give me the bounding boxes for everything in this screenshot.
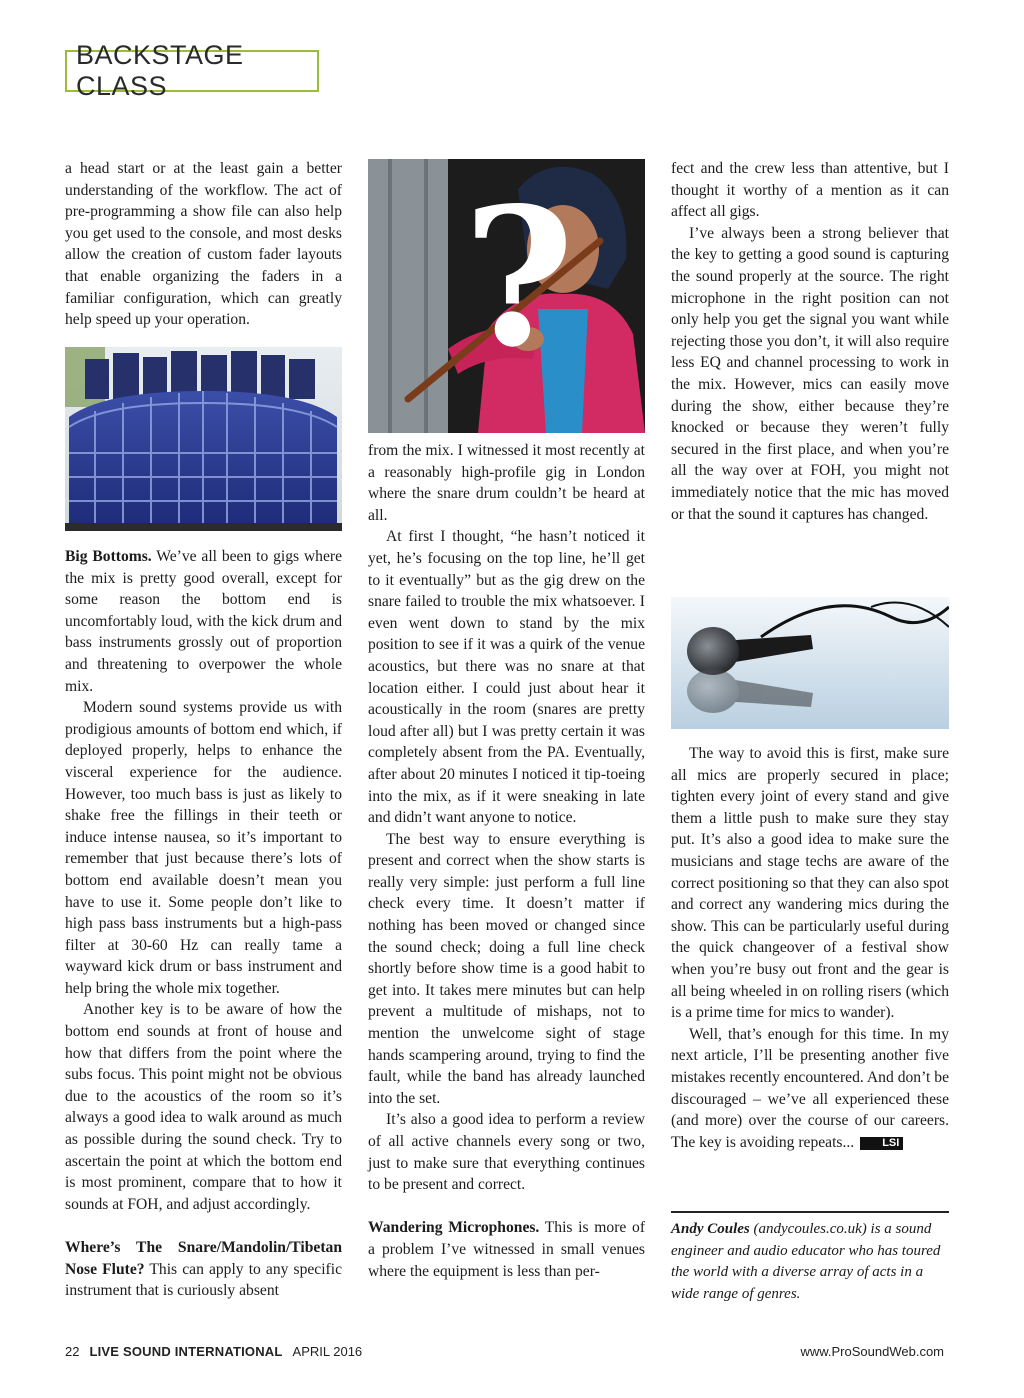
paragraph: fect and the crew less than attentive, but I thought it worthy of a mention as it can affect all gigs. — [671, 160, 949, 221]
microphone-illustration — [671, 597, 949, 729]
subhead-big-bottoms: Big Bottoms. — [65, 548, 152, 565]
footer-website[interactable]: www.ProSoundWeb.com — [800, 1344, 944, 1359]
microphone-photo — [671, 597, 949, 729]
svg-text:?: ? — [463, 166, 575, 389]
column-1-top — [65, 158, 342, 331]
paragraph: This can apply to any specific instrument that is curiously absent — [65, 1260, 343, 1300]
speaker-stack-image — [65, 347, 342, 531]
paragraph: Modern sound systems provide us with prodigious amounts of bottom end which, if deployed properly, helps to enhance the visceral experience for the audience. However, too much bass is just as likely to shake free the fillings in their teeth or induce intense nausea, so it’s important to remember that just because there’s lots of bottom end available doesn’t mean you have to use it. Some people don’t like to high pass bass instruments but a high-pass filter at 30-60 Hz can really tame a wayward kick drum or bass instrument and help bring the whole mix together. — [65, 699, 342, 997]
paragraph: This is more of a problem I’ve witnessed in small venues where the equipment is less than per- — [368, 1219, 646, 1280]
subhead-wandering-mics: Wandering Microphones. — [368, 1219, 540, 1237]
paragraph: from the mix. I witnessed it most recently at a reasonably high-profile gig in London where the snare drum couldn’t be heard at all. — [368, 442, 645, 524]
column-2-body — [368, 440, 645, 1282]
author-bio-text: (andycoules.co.uk) is a sound engineer and audio educator who has toured the world with a diverse array of acts in a wide range of genres. — [671, 1221, 941, 1303]
column-3-body — [671, 743, 949, 1153]
section-header — [65, 40, 319, 101]
nose-flute-illustration — [368, 159, 645, 433]
subhead-snare: Where’s The Snare/Mandolin/Tibetan Nose Flute? — [65, 1239, 342, 1278]
magazine-name: LIVE SOUND INTERNATIONAL — [89, 1344, 283, 1359]
author-bio — [671, 1219, 949, 1306]
footer-left — [65, 1344, 362, 1359]
issue-date: APRIL 2016 — [292, 1344, 363, 1359]
paragraph: a head start or at the least gain a better understanding of the workflow. The act of pre-programming a show file can also help you get used to the console, and most desks allow the creation of custom fader layouts that enable organizing the faders in a familiar configuration, which can greatly help speed up your operation. — [65, 160, 342, 329]
nose-flute-photo — [368, 159, 645, 433]
section-title: BACKSTAGE CLASS — [76, 40, 244, 101]
paragraph: Well, that’s enough for this time. In my next article, I’ll be presenting another five mistakes recently encountered. And don’t be discouraged – we’ve all experienced these (and more) over the course of our careers. The key is avoiding repeats... — [671, 1025, 949, 1151]
speaker-stack-illustration — [65, 347, 342, 531]
paragraph: I’ve always been a strong believer that the key to getting a good sound is capturing the sound properly at the source. The right microphone in the right position can not only help you get the signal you want while rejecting those you don’t, it will also require less EQ and channel processing to work in the mix. However, mics can easily move during the show, either because they’re knocked or because they weren’t fully secured in the first place, and when you’re all the way over at FOH, you might not immediately notice that the mic has moved or that the sound it captures has changed. — [671, 224, 949, 523]
column-3-top — [671, 158, 949, 525]
bio-divider — [671, 1211, 949, 1213]
column-1-body — [65, 546, 342, 1302]
paragraph: It’s also a good idea to perform a review of all active channels every song or two, just to make sure that everything continues to be present and correct. — [368, 1111, 645, 1194]
paragraph: Another key is to be aware of how the bottom end sounds at front of house and how that differs from the point where the subs focus. This point might not be obvious due to the acoustics of the room so it’s always a good idea to walk around as much as possible during the sound check. Try to ascertain the point at which the bottom end is most prominent, compare that to how it sounds at FOH, and adjust accordingly. — [65, 1001, 342, 1213]
paragraph: The best way to ensure everything is present and correct when the show starts is really very simple: just perform a full line check every time. It doesn’t matter if nothing has been moved or changed since the sound check; doing a full line check shortly before show time is a good habit to get into. It takes mere minutes but can help prevent a multitude of mishaps, not to mention the unwelcome sight of stage hands scampering around, trying to find the fault, while the band has already launched into the set. — [368, 830, 645, 1107]
page-number: 22 — [65, 1344, 80, 1359]
paragraph: We’ve all been to gigs where the mix is pretty good overall, except for some reason the bottom end is uncomfortably loud, with the kick drum and bass instruments grossly out of proportion and threatening to overpower the whole mix. — [65, 548, 343, 695]
end-mark-badge: LSI — [860, 1137, 903, 1150]
paragraph: The way to avoid this is first, make sure all mics are properly secured in place; tighten every joint of every stand and give them a little push to make sure they stay put. It’s also a good idea to make sure the musicians and stage techs are aware of the correct positioning so that they can also spot and correct any wandering mics during the show. This can be particularly useful during the quick changeover of a festival show when you’re busy out front and the gear is all being wheeled in on rolling risers (which is a prime time for mics to wander). — [671, 745, 949, 1022]
paragraph: At first I thought, “he hasn’t noticed it yet, he’s focusing on the top line, he’ll get to it eventually” but as the gig drew on the snare failed to trouble the mix whatsoever. I even went down to stand by the mix position to see if it was a quirk of the venue acoustics, but there was no snare at that location either. I could just about hear it acoustically in the room (snares are pretty loud after all) but I was pretty certain it was completely absent from the PA. Eventually, after about 20 minutes I noticed it tip-toeing into the mix, as if it were sneaking in late and didn’t want anyone to notice. — [368, 528, 645, 827]
author-name: Andy Coules — [671, 1221, 750, 1237]
